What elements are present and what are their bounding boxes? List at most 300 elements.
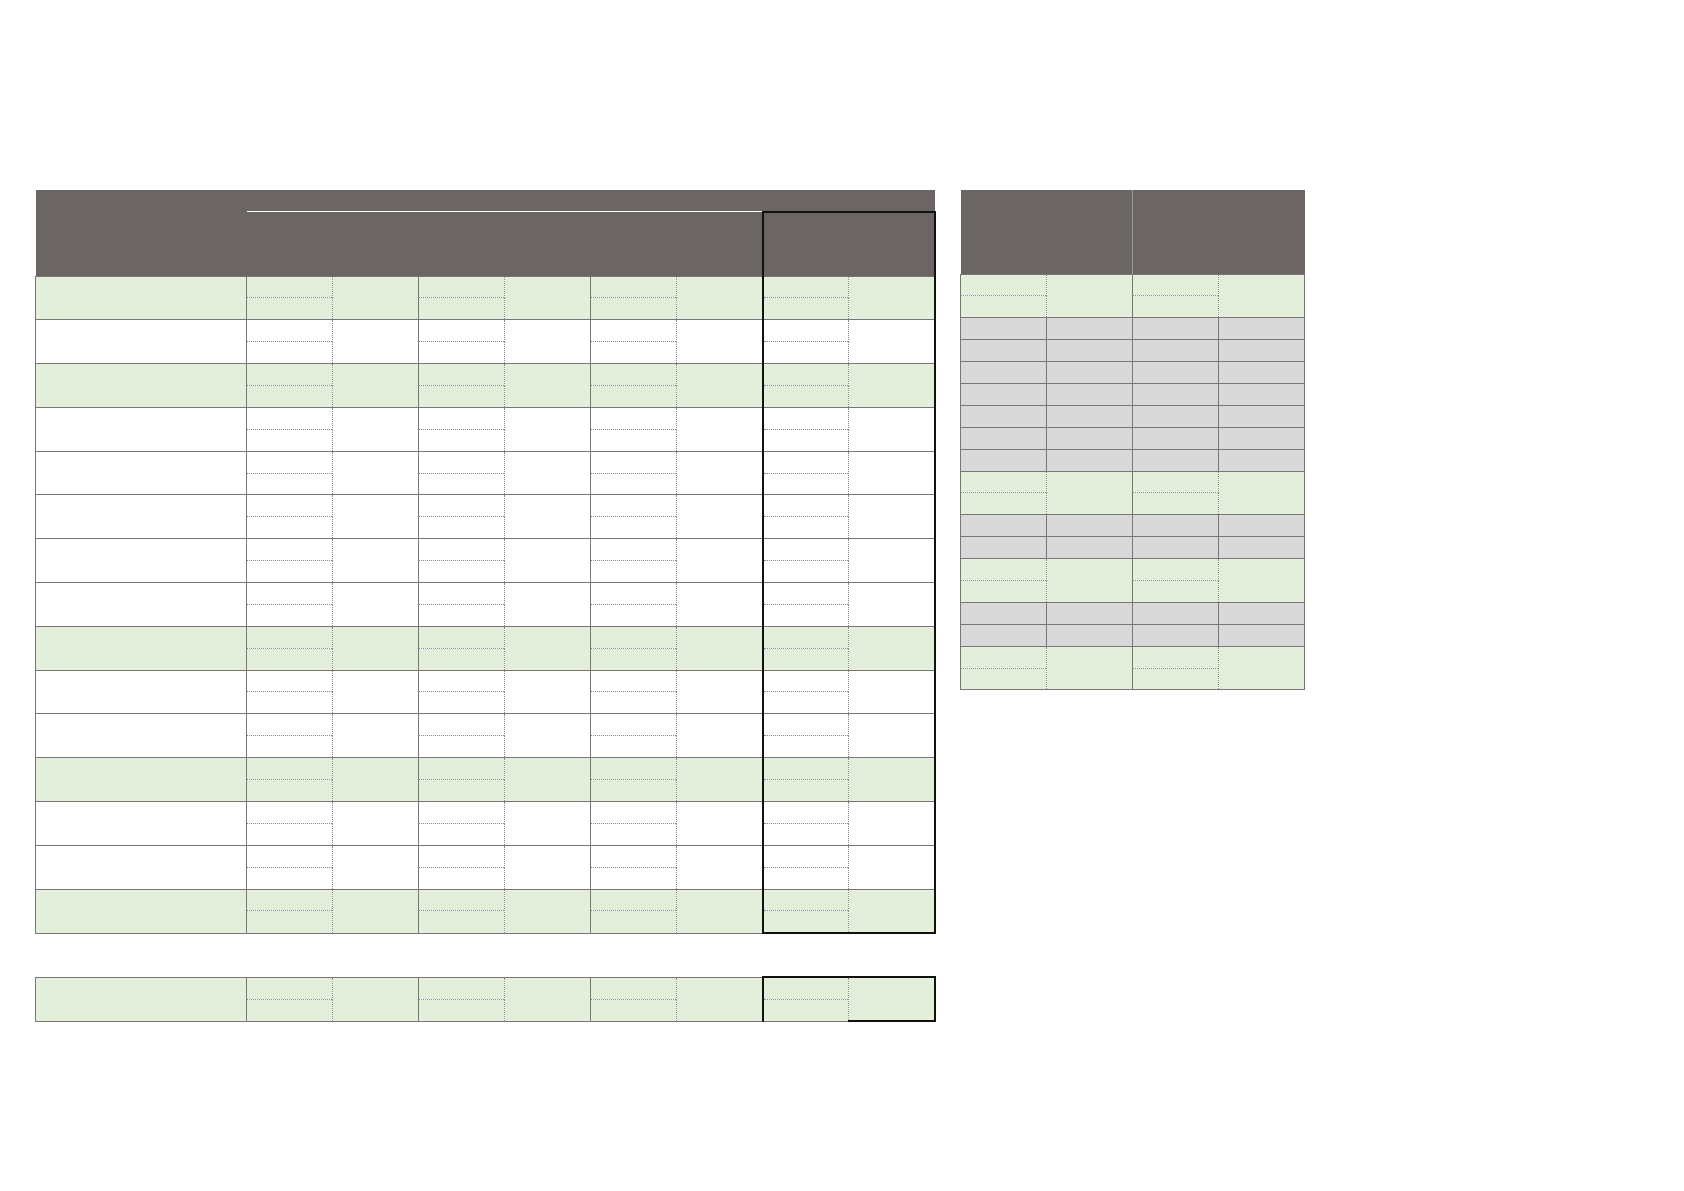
prev-actual-value <box>419 298 505 320</box>
plan-value <box>1133 646 1219 668</box>
prev-actual-value <box>591 911 677 933</box>
yoy-rate <box>677 583 763 627</box>
forecast-row <box>961 646 1305 668</box>
row-label <box>36 451 247 495</box>
actual-value <box>763 801 849 823</box>
plan-value <box>961 471 1047 493</box>
empty-forecast-cell <box>1219 537 1305 559</box>
actual-value <box>247 276 333 298</box>
yoy-rate <box>505 407 591 451</box>
actual-value <box>763 320 849 342</box>
actual-value <box>419 977 505 999</box>
yoy-rate <box>677 407 763 451</box>
plan-yoy-rate <box>1219 274 1305 318</box>
prev-actual-value <box>763 604 849 626</box>
prev-actual-value <box>591 736 677 758</box>
header-rate <box>1219 253 1305 274</box>
prev-year-value <box>961 668 1047 690</box>
row-label <box>36 539 247 583</box>
header-plan <box>1133 232 1219 253</box>
empty-forecast-cell <box>961 340 1047 362</box>
empty-forecast-cell <box>961 515 1047 537</box>
row-label <box>36 714 247 758</box>
yoy-rate <box>333 889 419 933</box>
actual-value <box>591 495 677 517</box>
yoy-rate <box>677 451 763 495</box>
empty-forecast-cell <box>1047 362 1133 384</box>
yoy-rate <box>505 977 591 1021</box>
prev-actual-value <box>763 517 849 539</box>
prev-actual-value <box>591 429 677 451</box>
prev-year-value <box>961 493 1047 515</box>
actual-value <box>591 407 677 429</box>
yoy-rate <box>849 977 935 1021</box>
table-row <box>36 977 935 999</box>
actual-value <box>763 845 849 867</box>
empty-forecast-cell <box>1219 405 1305 427</box>
header-blank <box>36 190 247 212</box>
empty-forecast-cell <box>1047 384 1133 406</box>
actual-value <box>763 670 849 692</box>
actual-value <box>591 583 677 605</box>
header-forecast-revised <box>961 190 1133 211</box>
actual-value <box>763 539 849 561</box>
empty-forecast-cell <box>961 602 1047 624</box>
actual-value <box>591 670 677 692</box>
header-yoy <box>677 234 763 255</box>
plan-value <box>961 646 1047 668</box>
prev-actual-value <box>763 911 849 933</box>
header-q3 <box>591 212 763 234</box>
row-label <box>36 407 247 451</box>
row-label <box>36 801 247 845</box>
prev-actual-value <box>247 648 333 670</box>
actual-value <box>247 320 333 342</box>
actual-value <box>419 320 505 342</box>
actual-value <box>419 364 505 386</box>
forecast-row <box>961 471 1305 493</box>
prev-actual-value <box>591 780 677 802</box>
forecast-row <box>961 559 1305 581</box>
results-table <box>35 190 936 934</box>
prev-actual-value <box>247 780 333 802</box>
table-row <box>36 276 935 298</box>
yoy-rate <box>677 626 763 670</box>
empty-forecast-cell <box>1219 318 1305 340</box>
empty-forecast-cell <box>1219 340 1305 362</box>
prev-actual-value <box>247 473 333 495</box>
actual-value <box>419 801 505 823</box>
header-prev-actual <box>591 255 677 276</box>
empty-forecast-cell <box>1133 340 1219 362</box>
table-row <box>36 407 935 429</box>
yoy-rate <box>333 714 419 758</box>
header-prev-actual <box>419 255 505 276</box>
actual-value <box>247 364 333 386</box>
actual-value <box>247 845 333 867</box>
prev-actual-value <box>763 342 849 364</box>
yoy-rate <box>505 845 591 889</box>
empty-forecast-cell <box>1133 427 1219 449</box>
row-label <box>36 320 247 364</box>
yoy-rate <box>333 583 419 627</box>
actual-value <box>419 889 505 911</box>
table-row <box>36 801 935 823</box>
yoy-rate <box>849 626 935 670</box>
row-label <box>36 495 247 539</box>
yoy-rate <box>849 714 935 758</box>
actual-value <box>763 758 849 780</box>
yoy-rate <box>677 539 763 583</box>
empty-forecast-cell <box>961 427 1047 449</box>
actual-value <box>763 714 849 736</box>
header-actual <box>591 234 677 255</box>
header-prev25 <box>1133 253 1219 274</box>
prev-actual-value <box>419 999 505 1021</box>
empty-forecast-cell <box>1047 340 1133 362</box>
actual-value <box>419 845 505 867</box>
empty-forecast-cell <box>1219 602 1305 624</box>
prev-actual-value <box>419 692 505 714</box>
prev-actual-value <box>419 342 505 364</box>
prev-actual-value <box>419 517 505 539</box>
yoy-rate <box>677 670 763 714</box>
yoy-rate <box>333 495 419 539</box>
reference-table <box>35 976 936 1022</box>
row-label <box>36 276 247 320</box>
yoy-rate <box>505 364 591 408</box>
prev-actual-value <box>591 386 677 408</box>
empty-forecast-cell <box>1219 624 1305 646</box>
actual-value <box>419 451 505 473</box>
prev-actual-value <box>419 561 505 583</box>
actual-value <box>247 977 333 999</box>
header-yoy <box>849 234 935 255</box>
empty-forecast-cell <box>1047 515 1133 537</box>
prev-actual-value <box>247 692 333 714</box>
empty-forecast-cell <box>961 405 1047 427</box>
prev-actual-value <box>763 561 849 583</box>
prev-actual-value <box>591 342 677 364</box>
plan-yoy-rate <box>1047 646 1133 690</box>
table-row <box>36 626 935 648</box>
forecast-table <box>960 190 1305 690</box>
actual-value <box>763 451 849 473</box>
header-rate <box>333 255 419 276</box>
prev-actual-value <box>247 604 333 626</box>
actual-value <box>247 451 333 473</box>
actual-value <box>591 889 677 911</box>
yoy-rate <box>677 714 763 758</box>
prev-actual-value <box>419 648 505 670</box>
header-q4 <box>763 212 935 234</box>
prev-actual-value <box>591 999 677 1021</box>
actual-value <box>591 276 677 298</box>
actual-value <box>763 977 849 999</box>
yoy-rate <box>849 801 935 845</box>
prev-actual-value <box>247 386 333 408</box>
yoy-rate <box>505 539 591 583</box>
yoy-rate <box>849 539 935 583</box>
yoy-rate <box>333 407 419 451</box>
header-main-title <box>247 190 935 212</box>
plan-yoy-rate <box>1219 471 1305 515</box>
header-q2 <box>419 212 591 234</box>
prev-year-value <box>1133 581 1219 603</box>
yoy-rate <box>849 451 935 495</box>
prev-actual-value <box>763 780 849 802</box>
empty-forecast-cell <box>961 384 1047 406</box>
table-row <box>36 714 935 736</box>
yoy-rate <box>677 758 763 802</box>
actual-value <box>763 364 849 386</box>
yoy-rate <box>849 845 935 889</box>
actual-value <box>419 758 505 780</box>
actual-value <box>247 626 333 648</box>
prev-actual-value <box>763 736 849 758</box>
yoy-rate <box>333 801 419 845</box>
header-yoy <box>333 234 419 255</box>
plan-yoy-rate <box>1219 646 1305 690</box>
empty-forecast-cell <box>1133 449 1219 471</box>
actual-value <box>247 583 333 605</box>
plan-value <box>1133 559 1219 581</box>
actual-value <box>419 670 505 692</box>
yoy-rate <box>333 626 419 670</box>
actual-value <box>763 495 849 517</box>
row-label <box>36 758 247 802</box>
row-label <box>36 889 247 933</box>
yoy-rate <box>849 276 935 320</box>
prev-actual-value <box>763 867 849 889</box>
prev-year-value <box>1133 668 1219 690</box>
header-q1 <box>247 212 419 234</box>
header-prev-actual <box>763 255 849 276</box>
prev-actual-value <box>591 823 677 845</box>
actual-value <box>247 495 333 517</box>
yoy-rate <box>505 801 591 845</box>
actual-value <box>591 626 677 648</box>
empty-forecast-cell <box>1133 537 1219 559</box>
empty-forecast-cell <box>1133 624 1219 646</box>
prev-actual-value <box>247 517 333 539</box>
empty-forecast-cell <box>961 318 1047 340</box>
header-yoy <box>1047 232 1133 253</box>
yoy-rate <box>505 670 591 714</box>
actual-value <box>419 407 505 429</box>
prev-actual-value <box>419 604 505 626</box>
header-rate <box>505 255 591 276</box>
actual-value <box>763 889 849 911</box>
prev-actual-value <box>419 823 505 845</box>
prev-actual-value <box>591 867 677 889</box>
prev-actual-value <box>591 692 677 714</box>
plan-yoy-rate <box>1047 274 1133 318</box>
actual-value <box>591 977 677 999</box>
yoy-rate <box>333 451 419 495</box>
prev-actual-value <box>247 867 333 889</box>
prev-actual-value <box>763 692 849 714</box>
empty-forecast-cell <box>1047 318 1133 340</box>
actual-value <box>247 670 333 692</box>
plan-value <box>961 559 1047 581</box>
prev-actual-value <box>419 386 505 408</box>
prev-actual-value <box>419 429 505 451</box>
header-actual <box>419 234 505 255</box>
prev-actual-value <box>763 648 849 670</box>
actual-value <box>591 320 677 342</box>
header-prev-actual <box>247 255 333 276</box>
table-row <box>36 364 935 386</box>
actual-value <box>247 407 333 429</box>
yoy-rate <box>849 495 935 539</box>
yoy-rate <box>849 320 935 364</box>
prev-actual-value <box>591 561 677 583</box>
row-label <box>36 845 247 889</box>
actual-value <box>591 714 677 736</box>
empty-forecast-cell <box>1047 449 1133 471</box>
prev-actual-value <box>763 823 849 845</box>
yoy-rate <box>677 364 763 408</box>
prev-actual-value <box>763 429 849 451</box>
prev-actual-value <box>247 342 333 364</box>
yoy-rate <box>849 583 935 627</box>
prev-actual-value <box>247 736 333 758</box>
yoy-rate <box>333 364 419 408</box>
empty-forecast-cell <box>1133 384 1219 406</box>
empty-forecast-cell <box>1047 427 1133 449</box>
table-row <box>36 845 935 867</box>
actual-value <box>591 845 677 867</box>
yoy-rate <box>333 758 419 802</box>
header-rate <box>677 255 763 276</box>
header-prev24 <box>961 253 1047 274</box>
prev-actual-value <box>247 429 333 451</box>
actual-value <box>247 539 333 561</box>
empty-forecast-cell <box>1047 537 1133 559</box>
yoy-rate <box>677 320 763 364</box>
actual-value <box>591 451 677 473</box>
table-row <box>36 583 935 605</box>
yoy-rate <box>505 758 591 802</box>
yoy-rate <box>333 539 419 583</box>
prev-actual-value <box>419 473 505 495</box>
yoy-rate <box>333 845 419 889</box>
prev-year-value <box>1133 296 1219 318</box>
actual-value <box>419 626 505 648</box>
prev-actual-value <box>247 911 333 933</box>
plan-yoy-rate <box>1047 471 1133 515</box>
yoy-rate <box>333 320 419 364</box>
empty-forecast-cell <box>1133 602 1219 624</box>
prev-actual-value <box>419 867 505 889</box>
actual-value <box>763 407 849 429</box>
actual-value <box>247 889 333 911</box>
empty-forecast-cell <box>1047 405 1133 427</box>
actual-value <box>419 714 505 736</box>
empty-forecast-cell <box>1219 427 1305 449</box>
header-yoy <box>505 234 591 255</box>
yoy-rate <box>849 407 935 451</box>
yoy-rate <box>677 845 763 889</box>
prev-actual-value <box>419 736 505 758</box>
prev-actual-value <box>763 999 849 1021</box>
yoy-rate <box>505 626 591 670</box>
prev-year-value <box>961 296 1047 318</box>
actual-value <box>247 801 333 823</box>
yoy-rate <box>505 320 591 364</box>
plan-value <box>1133 471 1219 493</box>
yoy-rate <box>849 758 935 802</box>
empty-forecast-cell <box>1133 515 1219 537</box>
yoy-rate <box>505 583 591 627</box>
yoy-rate <box>505 451 591 495</box>
yoy-rate <box>333 670 419 714</box>
plan-yoy-rate <box>1047 559 1133 603</box>
actual-value <box>419 495 505 517</box>
empty-forecast-cell <box>1047 624 1133 646</box>
header-actual <box>247 234 333 255</box>
yoy-rate <box>505 276 591 320</box>
prev-year-value <box>961 581 1047 603</box>
actual-value <box>419 539 505 561</box>
prev-actual-value <box>591 298 677 320</box>
yoy-rate <box>677 495 763 539</box>
yoy-rate <box>505 889 591 933</box>
actual-value <box>419 276 505 298</box>
empty-forecast-cell <box>961 624 1047 646</box>
table-row <box>36 451 935 473</box>
actual-value <box>763 276 849 298</box>
row-label <box>36 626 247 670</box>
empty-forecast-cell <box>1219 362 1305 384</box>
empty-forecast-cell <box>1219 449 1305 471</box>
yoy-rate <box>333 276 419 320</box>
actual-value <box>591 758 677 780</box>
prev-actual-value <box>247 298 333 320</box>
table-row <box>36 758 935 780</box>
prev-year-value <box>1133 493 1219 515</box>
prev-actual-value <box>419 780 505 802</box>
header-forecast-initial <box>1133 190 1305 211</box>
empty-forecast-cell <box>1219 515 1305 537</box>
prev-actual-value <box>247 823 333 845</box>
yoy-rate <box>677 977 763 1021</box>
actual-value <box>591 364 677 386</box>
empty-forecast-cell <box>1133 405 1219 427</box>
prev-actual-value <box>591 517 677 539</box>
row-label <box>36 583 247 627</box>
yoy-rate <box>677 889 763 933</box>
yoy-rate <box>677 276 763 320</box>
actual-value <box>591 539 677 561</box>
row-label <box>36 670 247 714</box>
yoy-rate <box>333 977 419 1021</box>
table-row <box>36 670 935 692</box>
yoy-rate <box>849 670 935 714</box>
header-plan <box>961 232 1047 253</box>
prev-actual-value <box>419 911 505 933</box>
yoy-rate <box>677 801 763 845</box>
empty-forecast-cell <box>961 362 1047 384</box>
forecast-row <box>961 274 1305 296</box>
prev-actual-value <box>247 999 333 1021</box>
prev-actual-value <box>591 604 677 626</box>
empty-forecast-cell <box>1133 318 1219 340</box>
empty-forecast-cell <box>961 449 1047 471</box>
actual-value <box>591 801 677 823</box>
table-row <box>36 320 935 342</box>
